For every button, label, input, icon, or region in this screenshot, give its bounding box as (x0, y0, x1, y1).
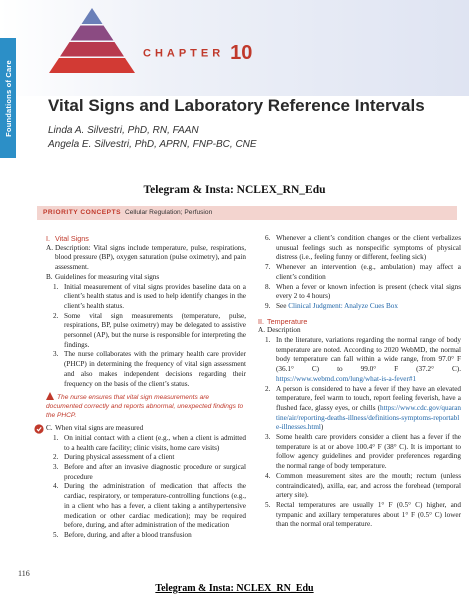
list-item: 5. Before, during, and after a blood transfusion (53, 530, 192, 539)
chapter-heading (143, 42, 252, 65)
list-item: 4. During the administration of medication that affects the cardiac, respiratory, or temperature-controlling functions (e.g., in a client who has a fever, a client taking a antihypertensive medication or other cardiac medication); may be required before, during, and after administration of the medication (53, 482, 246, 530)
list-item: 3. Before and after an invasive diagnostic procedure or surgical procedure (53, 463, 246, 481)
list-item: 4. Common measurement sites are the mouth; rectum (unless contraindicated), axilla, ear, and across the forehead (temporal artery site). (265, 471, 461, 500)
chapter-number: 10 (230, 42, 253, 64)
webmd-link[interactable]: https://www.webmd.com/lung/what-is-a-fever#1 (276, 374, 417, 383)
priority-concepts-label: PRIORITY CONCEPTS (43, 209, 121, 216)
list-item: 7. Whenever an intervention (e.g., ambulation) may affect a client’s condition (265, 263, 461, 281)
author-1: Linda A. Silvestri, PhD, RN, FAAN (48, 125, 199, 136)
list-item: 2. During physical assessment of a client (53, 453, 175, 462)
section-side-tab (0, 38, 16, 158)
list-item: A. Description: Vital signs include temperature, pulse, respirations, blood pressure (BP), oxygen saturation (pulse oximetry), and pain assessment. (46, 243, 246, 272)
chapter-word: CHAPTER (143, 47, 225, 60)
author-2: Angela E. Silvestri, PhD, APRN, FNP-BC, CNE (48, 139, 257, 150)
list-item: B. Guidelines for measuring vital signs (46, 272, 160, 281)
priority-c-marker-icon (34, 424, 44, 434)
list-item: 3. Some health care providers consider a client has a fever if the temperature is at or above 100.4° F (38° C). It is important to follow agency guidelines and provider preferences regarding the normal range of body temperature. (265, 433, 461, 471)
priority-concepts-bar (37, 206, 457, 220)
alert-note (46, 392, 246, 420)
chapter-title: Vital Signs and Laboratory Reference Intervals (48, 96, 425, 115)
left-column (46, 234, 246, 541)
watermark-bottom[interactable]: Telegram & Insta: NCLEX_RN_Edu (155, 583, 314, 594)
list-item: 5. Rectal temperatures are usually 1° F (0.5° C) higher, and tympanic and axillary temperatures about 1° F (0.5° C) lower than the normal oral temperature. (265, 500, 461, 529)
page-number: 116 (18, 569, 30, 578)
list-item: 2. A person is considered to have a fever if they have an elevated temperature, feel warm to touch, report feeling feverish, have a flushed face, glassy eyes, or chills (https://www.cdc.gov/quarantine/air/reporting-deaths-illness/definitions-symptoms-reportable-illnesses.html) (265, 384, 461, 432)
list-item: A. Description (258, 326, 301, 335)
list-item: C. When vital signs are measured (46, 424, 246, 434)
section-heading-temperature: II. Temperature (258, 316, 308, 326)
list-item: 9. See Clinical Judgment: Analyze Cues Box (265, 301, 398, 310)
list-item: 1. On initial contact with a client (e.g., when a client is admitted to a health care facility; clinic visits, home care visits) (53, 433, 246, 452)
list-item: 1. Initial measurement of vital signs provides baseline data on a client’s health status and is used to help identify changes in the client’s health status. (53, 282, 246, 310)
alert-text: The nurse ensures that vital sign measurements are documented correctly and reports abnormal, unexpected findings to the PHCP. (46, 394, 244, 420)
clinical-judgment-link[interactable]: Clinical Judgment: Analyze Cues Box (288, 301, 398, 310)
authors (48, 124, 257, 152)
watermark-top: Telegram & Insta: NCLEX_RN_Edu (143, 184, 326, 196)
list-item: 3. The nurse collaborates with the primary health care provider (PHCP) in determining the frequency of vital sign assessment and also makes independent decisions regarding their frequency on the basis of the client’s status. (53, 350, 246, 388)
side-tab-label: Foundations of Care (3, 59, 13, 137)
list-item: 6. Whenever a client’s condition changes or the client verbalizes unusual feelings such as nonspecific symptoms of physical distress (i.e., feeling funny or different, feeling sick) (265, 234, 461, 262)
pyramid-logo-icon (48, 8, 136, 88)
warning-triangle-icon (46, 392, 54, 400)
list-item: 1. In the literature, variations regarding the normal range of body temperature are noted. According to 2020 WebMD, the normal body temperature can fall within a wide range, from 97.0° F (36.1° C) to 99.0° F (37.2° C). https://www.webmd.com/lung/what-is-a-fever#1 (265, 336, 461, 383)
right-column (258, 234, 461, 530)
section-heading-vital-signs: I. Vital Signs (46, 234, 89, 243)
list-item: 2. Some vital sign measurements (temperature, pulse, respirations, BP, pulse oximetry) may be delegated to assistive personnel (AP), but the nurse is responsible for interpreting the findings. (53, 311, 246, 349)
cdc-link[interactable]: https://www.cdc.gov/quarantine/air/reporting-deaths-illness/definitions-symptoms-reportable-illnesses.html (276, 403, 461, 432)
list-item: 8. When a fever or known infection is present (check vital signs every 2 to 4 hours) (265, 282, 461, 301)
priority-concepts-text: Cellular Regulation; Perfusion (125, 209, 213, 216)
